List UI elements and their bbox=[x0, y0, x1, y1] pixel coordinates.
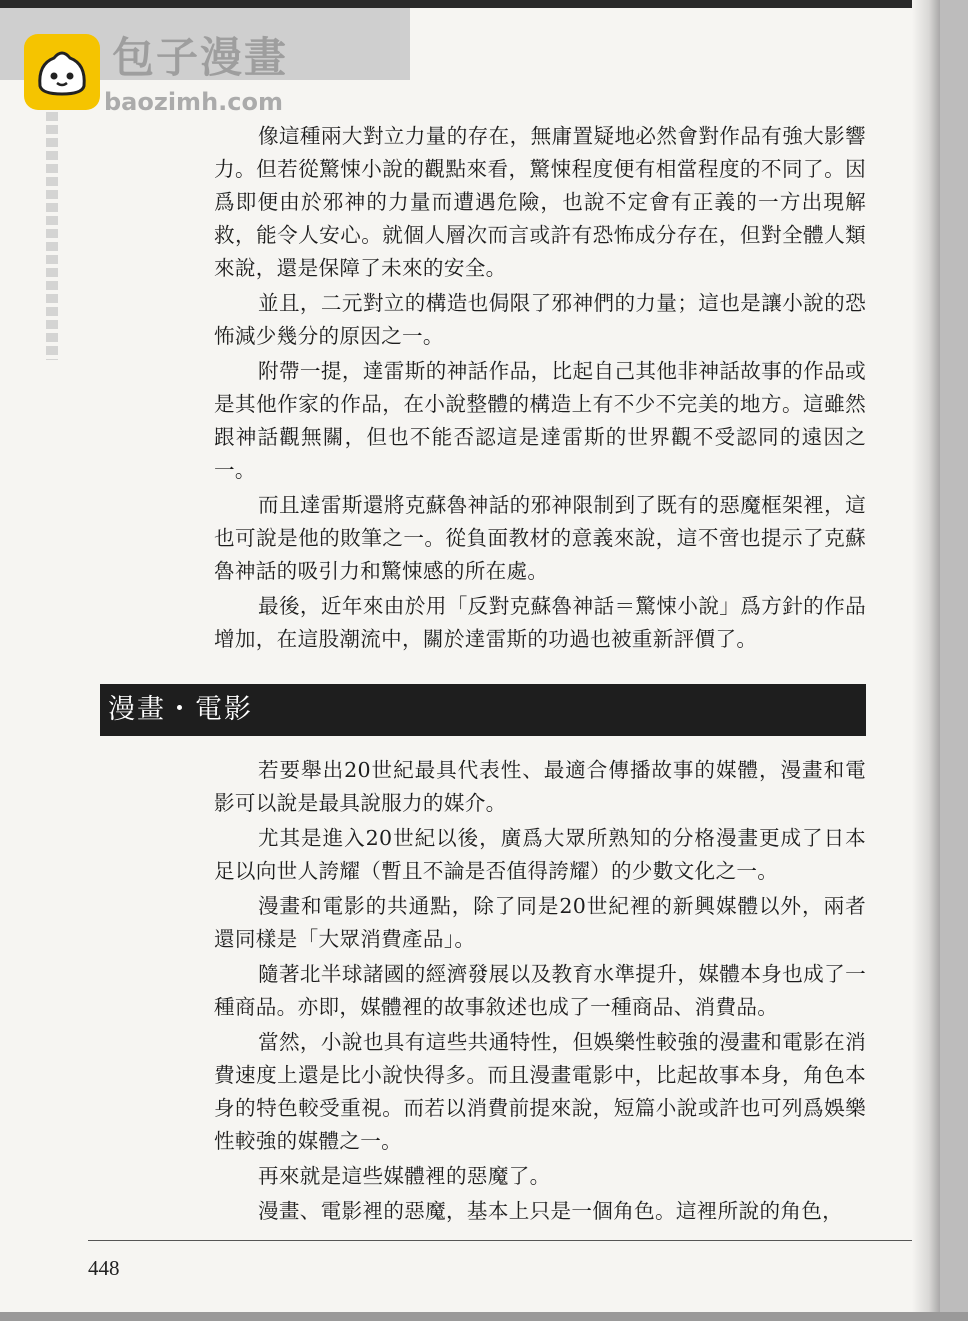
watermark bbox=[24, 34, 324, 118]
paragraph: 尤其是進入20世紀以後，廣爲大眾所熟知的分格漫畫更成了日本足以向世人誇耀（暫且不論是否值得誇耀）的少數文化之一。 bbox=[214, 826, 866, 883]
scan-bottom-edge bbox=[0, 1312, 968, 1321]
section-title: 漫畫・電影 bbox=[108, 694, 253, 725]
page-gutter-shadow bbox=[912, 0, 940, 1321]
watermark-title: 包子漫畫 bbox=[112, 33, 289, 82]
paragraph: 隨著北半球諸國的經濟發展以及教育水準提升，媒體本身也成了一種商品。亦即，媒體裡的故事敘述也成了一種商品、消費品。 bbox=[214, 962, 866, 1019]
body-text-top bbox=[214, 120, 866, 658]
footer-rule bbox=[88, 1240, 940, 1241]
bun-face-icon bbox=[34, 46, 90, 98]
bleed-through-margin bbox=[46, 112, 58, 360]
paragraph: 附帶一提，達雷斯的神話作品，比起自己其他非神話故事的作品或是其他作家的作品，在小說整體的構造上有不少不完美的地方。這雖然跟神話觀無關，但也不能否認這是達雷斯的世界觀不受認同的遠因之一。 bbox=[214, 359, 866, 482]
paragraph: 漫畫、電影裡的惡魔，基本上只是一個角色。這裡所說的角色， bbox=[258, 1199, 844, 1223]
paragraph: 而且達雷斯還將克蘇魯神話的邪神限制到了既有的惡魔框架裡，這也可說是他的敗筆之一。從負面教材的意義來說，這不啻也提示了克蘇魯神話的吸引力和驚悚感的所在處。 bbox=[214, 493, 866, 583]
watermark-url: baozimh.com bbox=[104, 88, 283, 116]
paragraph: 像這種兩大對立力量的存在，無庸置疑地必然會對作品有強大影響力。但若從驚悚小說的觀點來看，驚悚程度便有相當程度的不同了。因爲即便由於邪神的力量而遭遇危險，也說不定會有正義的一方出現解救，能令人安心。就個人層次而言或許有恐怖成分存在，但對全體人類來說，還是保障了未來的安全。 bbox=[214, 124, 866, 280]
paragraph: 並且，二元對立的構造也侷限了邪神們的力量；這也是讓小說的恐怖減少幾分的原因之一。 bbox=[214, 291, 866, 348]
body-text-bottom bbox=[214, 754, 866, 1230]
page-number: 448 bbox=[88, 1256, 120, 1280]
scan-top-edge bbox=[0, 0, 940, 8]
section-heading-bar bbox=[100, 684, 866, 736]
paragraph: 當然，小說也具有這些共通特性，但娛樂性較強的漫畫和電影在消費速度上還是比小說快得多。而且漫畫電影中，比起故事本身，角色本身的特色較受重視。而若以消費前提來說，短篇小說或許也可列爲娛樂性較強的媒體之一。 bbox=[214, 1030, 866, 1153]
paragraph: 若要舉出20世紀最具代表性、最適合傳播故事的媒體，漫畫和電影可以說是最具說服力的媒介。 bbox=[214, 758, 866, 815]
paragraph: 漫畫和電影的共通點，除了同是20世紀裡的新興媒體以外，兩者還同樣是「大眾消費產品」。 bbox=[214, 894, 866, 951]
paragraph: 最後，近年來由於用「反對克蘇魯神話＝驚悚小說」爲方針的作品增加，在這股潮流中，關於達雷斯的功過也被重新評價了。 bbox=[214, 594, 866, 651]
paragraph: 再來就是這些媒體裡的惡魔了。 bbox=[258, 1164, 551, 1188]
watermark-logo bbox=[24, 34, 100, 110]
